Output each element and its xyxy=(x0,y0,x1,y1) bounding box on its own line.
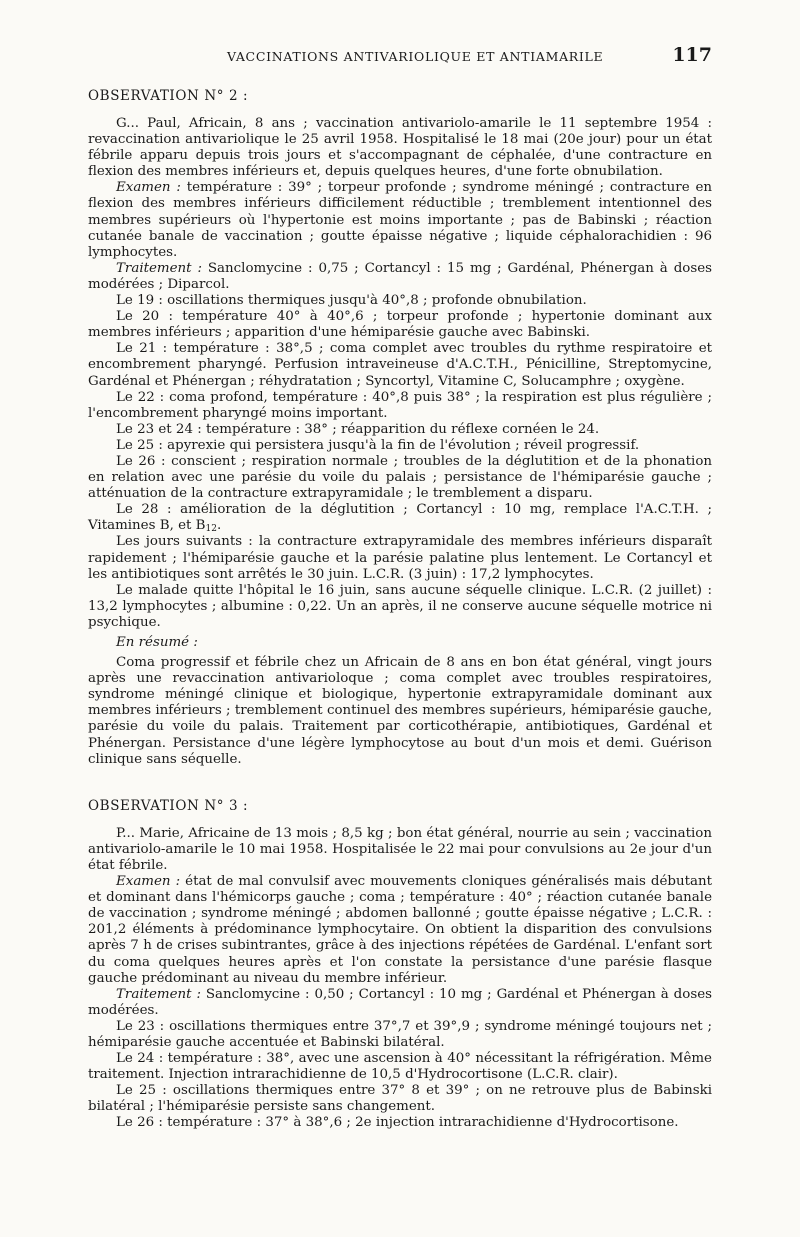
obs2-day-21: Le 21 : température : 38°,5 ; coma complet avec troubles du rythme respiratoire et encombrement pharyngé. Perfusion intraveineuse d'A.C.T.H., Pénicilline, Streptomycine, Gardénal et Phénergan ; réhydratation ; Syncortyl, Vitamine C, Solucamphre ; oxygène. xyxy=(88,341,712,389)
obs2-day-25: Le 25 : apyrexie qui persistera jusqu'à la fin de l'évolution ; réveil progressif. xyxy=(116,437,640,453)
obs2-day-26: Le 26 : conscient ; respiration normale ; troubles de la déglutition et de la phonation en relation avec une parésie du voile du palais ; persistance de l'hémiparésie gauche ; atténuation de la contracture extrapyramidale ; le tremblement a disparu. xyxy=(88,453,712,502)
obs2-resume-label-line xyxy=(88,635,712,651)
obs2-day-22: Le 22 : coma profond, température : 40°,8 puis 38° ; la respiration est plus régulière ; l'encombrement pharyngé moins important. xyxy=(88,389,712,421)
obs3-examen xyxy=(88,874,712,987)
obs2-examen-text: température : 39° ; torpeur profonde ; syndrome méningé ; contracture en flexion des membres inférieurs difficilement réductible ; tremblement intentionnel des membres supérieurs où l'hypertonie est moins importante ; pas de Babinski ; réaction cutanée banale de vaccination ; goutte épaisse négative ; liquide céphalorachidien : 96 lymphocytes. xyxy=(88,180,712,260)
obs3-examen-label: Examen : xyxy=(116,874,181,890)
obs2-intro: G... Paul, Africain, 8 ans ; vaccination antivariolo-amarile le 11 septembre 1954 : revaccination antivariolique le 25 avril 1958. Hospitalisé le 18 mai (20e jour) pour un état fébrile apparu depuis trois jours et s'accompagnant de céphalée, d'une contracture en flexion des membres inférieurs et, depuis quelques heures, d'une forte obnubilation. xyxy=(88,116,712,180)
obs2-jours-suivants: Les jours suivants : la contracture extrapyramidale des membres inférieurs disparaît rapidement ; l'hémiparésie gauche et la parésie palatine plus lentement. Le Cortancyl et les antibiotiques sont arrêtés le 30 juin. L.C.R. (3 juin) : 17,2 lymphocytes. xyxy=(88,534,712,582)
obs2-traitement xyxy=(88,261,712,293)
obs2-resume: Coma progressif et fébrile chez un Africain de 8 ans en bon état général, vingt jours après une revaccination antivarioloque ; coma complet avec troubles respiratoires, syndrome méningé clinique et biologique, hypertonie extrapyramidale dominant aux membres inférieurs ; tremblement continuel des membres supérieurs, hémiparésie gauche, parésie du voile du palais. Traitement par corticothérapie, antibiotiques, Gardénal et Phénergan. Persistance d'une légère lymphocytose au bout d'un mois et demi. Guérison clinique sans séquelle. xyxy=(88,655,712,767)
obs3-day-25: Le 25 : oscillations thermiques entre 37° 8 et 39° ; on ne retrouve plus de Babinski bilatéral ; l'hémiparésie persiste sans changement. xyxy=(88,1083,712,1115)
obs3-day-24: Le 24 : température : 38°, avec une ascension à 40° nécessitant la réfrigération. Même traitement. Injection intrarachidienne de 10,5 d'Hydrocortisone (L.C.R. clair). xyxy=(88,1051,712,1083)
page-number: 117 xyxy=(672,44,712,66)
obs3-day-26: Le 26 : température : 37° à 38°,6 ; 2e injection intrarachidienne d'Hydrocortisone. xyxy=(116,1115,679,1131)
obs2-day-20: Le 20 : température 40° à 40°,6 ; torpeur profonde ; hypertonie dominant aux membres inférieurs ; apparition d'une hémiparésie gauche avec Babinski. xyxy=(88,309,712,341)
obs3-intro: P... Marie, Africaine de 13 mois ; 8,5 kg ; bon état général, nourrie au sein ; vaccination antivariolo-amarile le 10 mai 1958. Hospitalisée le 22 mai pour convulsions au 2e jour d'un état fébrile. xyxy=(88,825,712,873)
obs2-traitement-label: Traitement : xyxy=(116,260,202,276)
obs2-day-28-subscript: 12 xyxy=(205,524,217,535)
obs2-examen-label: Examen : xyxy=(116,180,181,196)
obs2-day-28 xyxy=(88,502,712,534)
obs2-resume-label: En résumé : xyxy=(116,635,198,650)
running-title: VACCINATIONS ANTIVARIOLIQUE ET ANTIAMARILE xyxy=(226,49,604,64)
obs3-traitement xyxy=(88,987,712,1019)
obs2-day-28-text: Le 28 : amélioration de la déglutition ; Cortancyl : 10 mg, remplace l'A.C.T.H. ; Vitamines B, et B xyxy=(88,502,712,534)
obs2-day-28-end: . xyxy=(216,518,222,534)
observation-3-heading: OBSERVATION N° 3 : xyxy=(88,797,249,814)
running-head xyxy=(88,44,712,66)
obs2-day-23-24: Le 23 et 24 : température : 38° ; réapparition du réflexe cornéen le 24. xyxy=(116,421,600,437)
obs3-traitement-label: Traitement : xyxy=(116,986,201,1002)
obs2-sortie: Le malade quitte l'hôpital le 16 juin, sans aucune séquelle clinique. L.C.R. (2 juillet) : 13,2 lymphocytes ; albumine : 0,22. Un an après, il ne conserve aucune séquelle motrice ni psychique. xyxy=(88,582,712,630)
obs2-day-19: Le 19 : oscillations thermiques jusqu'à 40°,8 ; profonde obnubilation. xyxy=(116,293,587,309)
obs3-traitement-text: Sanclomycine : 0,50 ; Cortancyl : 10 mg ; Gardénal et Phénergan à doses modérées. xyxy=(88,986,712,1018)
obs3-day-23: Le 23 : oscillations thermiques entre 37°,7 et 39°,9 ; syndrome méningé toujours net ; hémiparésie gauche accentuée et Babinski bilatéral. xyxy=(88,1018,712,1050)
observation-2-heading: OBSERVATION N° 2 : xyxy=(88,88,249,104)
obs3-examen-text: état de mal convulsif avec mouvements cloniques généralisés mais débutant et dominant dans l'hémicorps gauche ; coma ; température : 40° ; réaction cutanée banale de vaccination ; syndrome méningé ; abdomen ballonné ; goutte épaisse négative ; L.C.R. : 201,2 éléments à prédominance lymphocytaire. On obtient la disparition des convulsions après 7 h de crises subintrantes, grâce à des injections répétées de Gardénal. L'enfant sort du coma quelques heures après et l'on constate la persistance d'une parésie flasque gauche prédominant au niveau du membre inférieur. xyxy=(88,874,712,986)
obs2-traitement-text: Sanclomycine : 0,75 ; Cortancyl : 15 mg ; Gardénal, Phénergan à doses modérées ; Diparcol. xyxy=(88,260,712,292)
obs2-examen xyxy=(88,180,712,260)
